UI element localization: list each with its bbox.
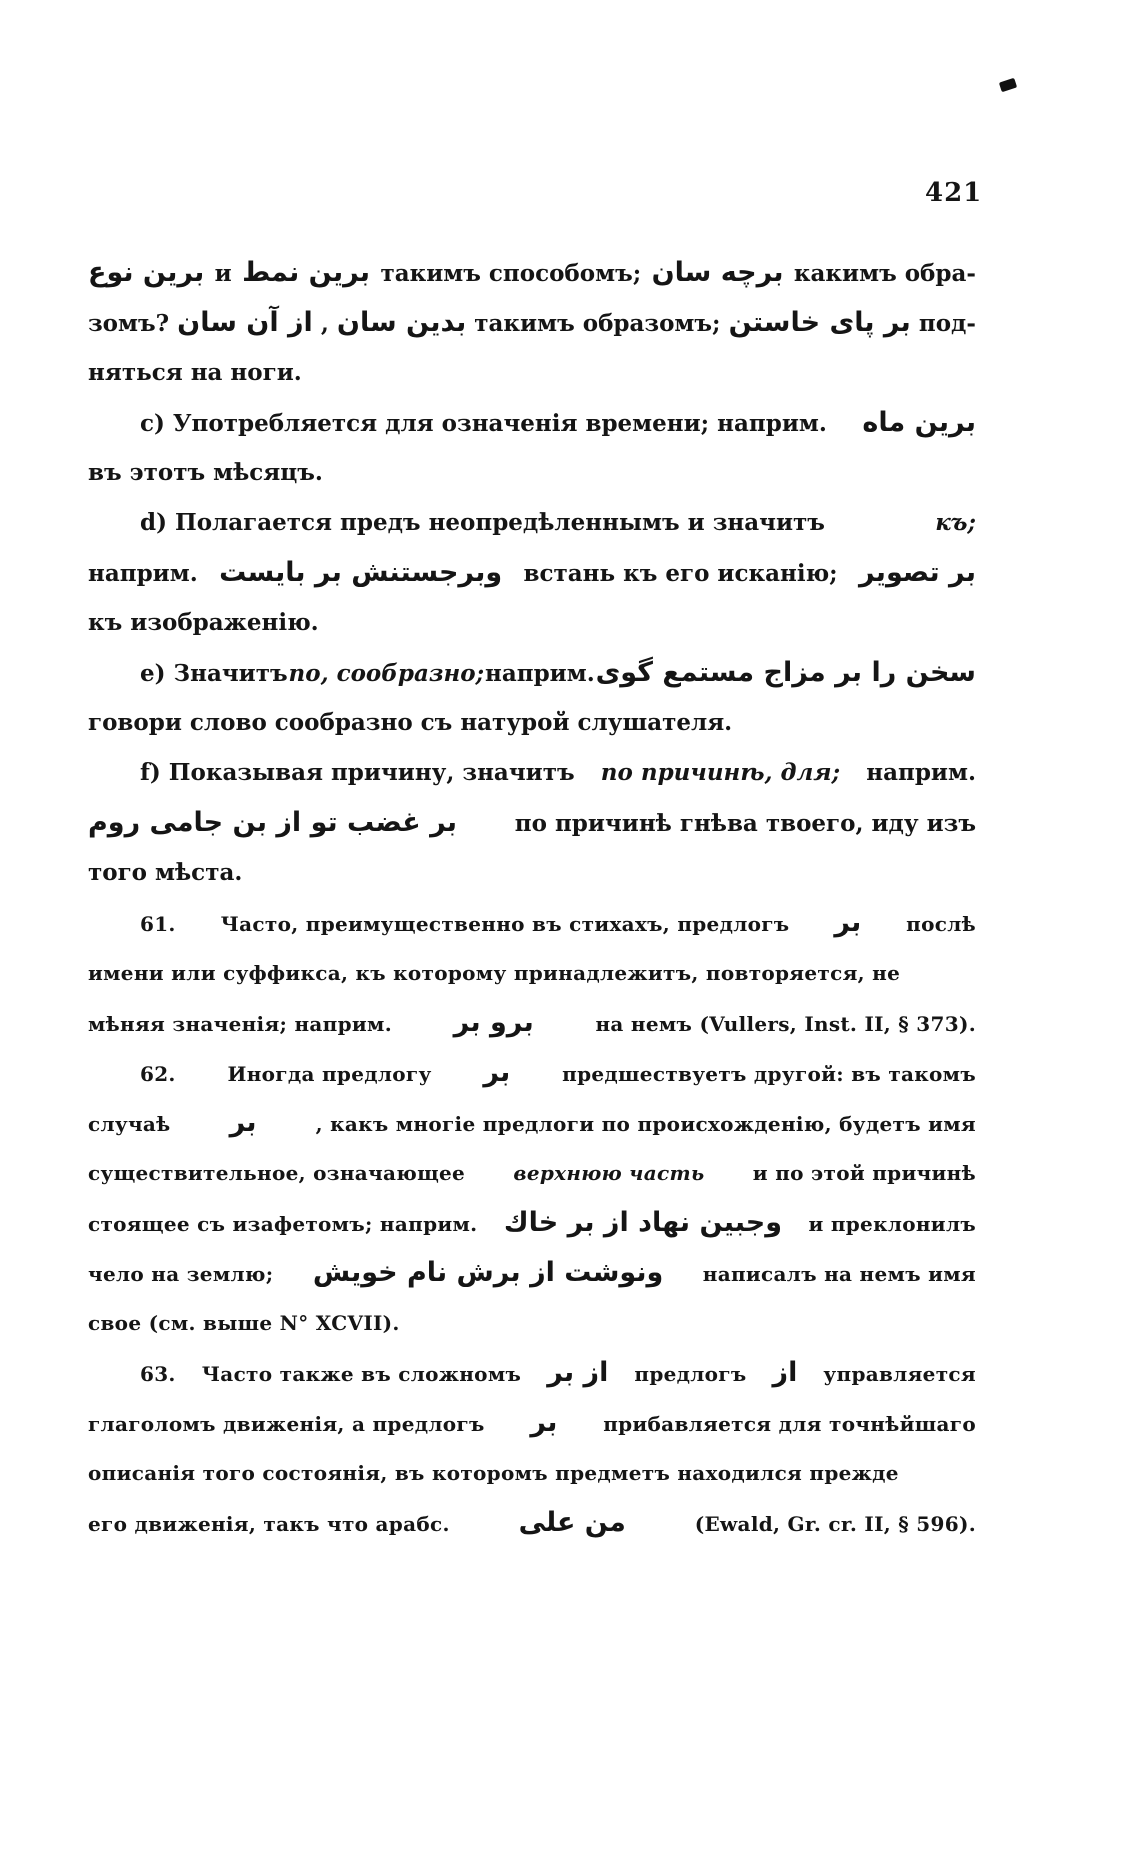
text-run: и <box>214 260 232 287</box>
text-line <box>88 998 976 1048</box>
text-line <box>88 448 976 498</box>
text-line <box>88 298 976 348</box>
text-run: и преклонилъ <box>808 1212 976 1236</box>
text-line <box>88 1098 976 1148</box>
text-run: какимъ обра- <box>793 260 976 287</box>
text-line <box>88 798 976 848</box>
text-line <box>88 1398 976 1448</box>
text-line <box>88 1198 976 1248</box>
text-line <box>88 648 976 698</box>
italic-term: къ; <box>935 509 976 536</box>
persian-phrase: بر <box>834 907 862 938</box>
page-number: 421 <box>925 178 983 208</box>
persian-phrase: وبرجستنش بر بايست <box>219 557 503 588</box>
text-run: его движенія, такъ что арабс. <box>88 1512 450 1536</box>
text-run: Часто, преимущественно въ стихахъ, предлогъ <box>220 912 790 936</box>
persian-phrase: از <box>772 1357 798 1388</box>
text-run: такимъ образомъ; <box>474 310 721 337</box>
text-run: мѣняя значенія; наприм. <box>88 1012 392 1036</box>
page-body <box>88 248 976 1548</box>
text-run: (Ewald, Gr. cr. II, § 596). <box>694 1512 976 1536</box>
text-run: описанія того состоянія, въ которомъ предметъ находился прежде <box>88 1461 899 1485</box>
text-run: e) Значитъ <box>140 660 288 687</box>
text-line <box>88 748 976 798</box>
text-run: того мѣста. <box>88 859 243 886</box>
italic-term: по причинѣ, для; <box>600 759 841 786</box>
text-line <box>88 348 976 398</box>
persian-phrase: بر غضب تو از بن جامی روم <box>88 807 458 838</box>
text-line <box>88 1448 976 1498</box>
persian-phrase: بر پای خاستن <box>728 307 911 338</box>
text-run: f) Показывая причину, значитъ <box>140 759 575 786</box>
section-number: 61. <box>140 912 176 936</box>
text-line <box>88 1048 976 1098</box>
text-run: Часто также въ сложномъ <box>201 1362 522 1386</box>
text-run: написалъ на немъ имя <box>702 1262 976 1286</box>
persian-phrase: از آن سان <box>177 307 313 338</box>
text-line <box>88 1298 976 1348</box>
section-number: 63. <box>140 1362 176 1386</box>
persian-phrase: وجبين نهاد از بر خاك <box>503 1207 783 1238</box>
text-run: глаголомъ движенія, а предлогъ <box>88 1412 485 1436</box>
persian-phrase: برچه سان <box>651 257 784 288</box>
persian-phrase: از بر <box>547 1357 609 1388</box>
persian-phrase: برين نمط <box>242 257 371 288</box>
text-run: c) Употребляется для означенія времени; наприм. <box>140 410 827 437</box>
text-line <box>88 1348 976 1398</box>
text-run: случаѣ <box>88 1112 171 1136</box>
italic-term: верхнюю часть <box>513 1161 705 1185</box>
persian-phrase: برو بر <box>453 1007 534 1038</box>
persian-phrase: بر <box>483 1057 511 1088</box>
text-run: такимъ способомъ; <box>380 260 642 287</box>
text-run: по причинѣ гнѣва твоего, иду изъ <box>514 810 976 837</box>
text-run: прибавляется для точнѣйшаго <box>603 1412 976 1436</box>
text-run: и по этой причинѣ <box>752 1161 976 1185</box>
persian-phrase: بر <box>229 1107 257 1138</box>
text-run: къ изображенію. <box>88 609 319 636</box>
text-line <box>88 848 976 898</box>
persian-phrase: سخن را بر مزاج مستمع گوی <box>595 657 976 688</box>
text-run: существительное, означающее <box>88 1161 466 1185</box>
persian-phrase: ونوشت از برش نام خويش <box>312 1257 664 1288</box>
text-run: чело на землю; <box>88 1262 274 1286</box>
persian-phrase: برين ماه <box>862 407 976 438</box>
persian-phrase: برين نوع <box>88 257 205 288</box>
text-line <box>88 1148 976 1198</box>
text-run: наприм. <box>88 560 198 587</box>
text-line <box>88 1248 976 1298</box>
text-run: , какъ многіе предлоги по происхожденію, будетъ имя <box>315 1112 976 1136</box>
text-line <box>88 398 976 448</box>
text-run: на немъ (Vullers, Inst. II, § 373). <box>595 1012 976 1036</box>
text-line <box>88 248 976 298</box>
text-run: управляется <box>823 1362 976 1386</box>
text-run: имени или суффикса, къ которому принадлежитъ, повторяется, не <box>88 961 901 985</box>
ink-mark <box>999 78 1017 92</box>
italic-term: по, сообразно; <box>288 660 485 687</box>
text-run: Иногда предлогу <box>227 1062 432 1086</box>
text-run: наприм. <box>866 759 976 786</box>
text-run: свое (см. выше N° XCVII). <box>88 1311 400 1335</box>
text-line <box>88 1498 976 1548</box>
text-line <box>88 898 976 948</box>
text-run: въ этотъ мѣсяцъ. <box>88 459 323 486</box>
text-run: предшествуетъ другой: въ такомъ <box>562 1062 976 1086</box>
text-run: послѣ <box>906 912 976 936</box>
text-run: , <box>320 310 329 337</box>
text-run: няться на ноги. <box>88 359 302 386</box>
text-line <box>88 548 976 598</box>
persian-phrase: بدين سان <box>336 307 467 338</box>
text-run: стоящее съ изафетомъ; наприм. <box>88 1212 478 1236</box>
persian-phrase: بر <box>530 1407 558 1438</box>
text-line <box>88 498 976 548</box>
text-line <box>88 948 976 998</box>
text-line <box>88 598 976 648</box>
text-run: встань къ его исканію; <box>523 560 838 587</box>
text-run: d) Полагается предъ неопредѣленнымъ и значитъ <box>140 509 825 536</box>
text-run: под- <box>918 310 976 337</box>
persian-phrase: من على <box>518 1507 626 1538</box>
text-run: наприм. <box>485 660 595 687</box>
section-number: 62. <box>140 1062 176 1086</box>
text-line <box>88 698 976 748</box>
text-run: зомъ? <box>88 310 170 337</box>
persian-phrase: بر تصوير <box>859 557 976 588</box>
text-run: говори слово сообразно съ натурой слушателя. <box>88 709 733 736</box>
text-run: предлогъ <box>634 1362 747 1386</box>
